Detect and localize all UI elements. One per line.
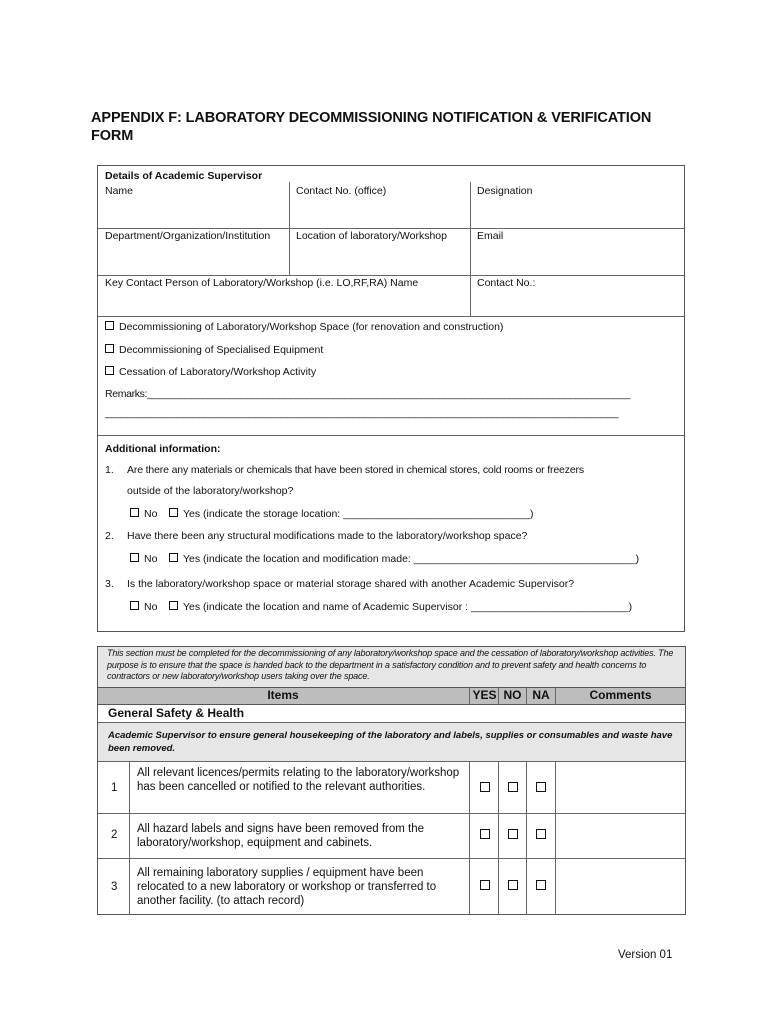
no-header: NO (503, 688, 522, 702)
divider (555, 761, 556, 915)
divider (526, 761, 527, 915)
contact-office-field[interactable]: Contact No. (office) (296, 185, 387, 197)
divider (555, 687, 556, 705)
checkbox-icon[interactable] (130, 508, 139, 517)
checkbox-icon[interactable] (105, 366, 114, 375)
divider (129, 761, 130, 915)
divider (498, 687, 499, 705)
version-label: Version 01 (618, 949, 673, 961)
na-checkbox[interactable] (536, 782, 546, 792)
name-field[interactable]: Name (105, 185, 134, 197)
q1-yes[interactable]: Yes (indicate the storage location: ________________________________) (169, 508, 534, 521)
divider (98, 761, 685, 762)
checkbox-icon[interactable] (130, 601, 139, 610)
na-checkbox[interactable] (536, 880, 546, 890)
divider (98, 813, 685, 814)
divider (498, 761, 499, 915)
option-activity[interactable]: Cessation of Laboratory/Workshop Activity (105, 366, 316, 379)
department-field[interactable]: Department/Organization/Institution (105, 230, 271, 242)
location-field[interactable]: Location of laboratory/Workshop (296, 230, 447, 242)
no-checkbox[interactable] (508, 880, 518, 890)
checkbox-icon[interactable] (169, 601, 178, 610)
q1-text-cont: outside of the laboratory/workshop? (127, 485, 294, 497)
subheading: Academic Supervisor to ensure general housekeeping of the laboratory and labels, supplies or consumables and waste have been removed. (108, 730, 673, 754)
divider (289, 182, 290, 276)
section-heading: General Safety & Health (108, 706, 245, 720)
divider (98, 858, 685, 859)
items-header: Items (267, 688, 299, 702)
q2-yes[interactable]: Yes (indicate the location and modification made: ______________________________________) (169, 553, 639, 566)
row-text: All remaining laboratory supplies / equipment have been relocated to a new laboratory or workshop or transferred to another facility. (to attach record) (137, 867, 437, 907)
q1-number: 1. (105, 464, 114, 476)
row-text: All relevant licences/permits relating to the laboratory/workshop has been cancelled or notified to the relevant authorities. (137, 767, 460, 793)
row-number: 1 (111, 782, 118, 794)
yes-checkbox[interactable] (480, 782, 490, 792)
q2-no[interactable]: No (130, 553, 157, 566)
form-title: APPENDIX F: LABORATORY DECOMMISSIONING NOTIFICATION & VERIFICATION FORM (91, 110, 652, 144)
checkbox-icon[interactable] (130, 553, 139, 562)
q3-number: 3. (105, 578, 114, 590)
no-checkbox[interactable] (508, 829, 518, 839)
divider (98, 228, 685, 229)
q1-no[interactable]: No (130, 508, 157, 521)
checkbox-icon[interactable] (169, 508, 178, 517)
yes-header: YES (472, 688, 497, 702)
divider (469, 687, 470, 705)
q2-number: 2. (105, 530, 114, 542)
no-checkbox[interactable] (508, 782, 518, 792)
divider (526, 687, 527, 705)
yes-checkbox[interactable] (480, 880, 490, 890)
divider (98, 275, 685, 276)
contact-no-field[interactable]: Contact No.: (477, 277, 536, 289)
comments-header: Comments (589, 688, 652, 702)
checkbox-icon[interactable] (105, 321, 114, 330)
divider (469, 761, 470, 915)
section-note: This section must be completed for the decommissioning of any laboratory/workshop space and the cessation of laboratory/workshop activities. The purpose is to ensure that the space is handed back to the department in a satisfactory condition and to prevent safety and health concerns to contractors or new laboratory/workshop users taking over the space. (107, 648, 674, 681)
divider (98, 435, 685, 436)
key-contact-field[interactable]: Key Contact Person of Laboratory/Workshop (i.e. LO,RF,RA) Name (105, 277, 419, 289)
row-text: All hazard labels and signs have been removed from the laboratory/workshop, equipment and cabinets. (137, 823, 425, 849)
q3-text: Is the laboratory/workshop space or material storage shared with another Academic Supervisor? (127, 578, 575, 590)
additional-heading: Additional information: (105, 443, 221, 455)
checkbox-icon[interactable] (105, 344, 114, 353)
q3-no[interactable]: No (130, 601, 157, 614)
q3-yes[interactable]: Yes (indicate the location and name of Academic Supervisor : ___________________________) (169, 601, 632, 614)
designation-field[interactable]: Designation (477, 185, 533, 197)
divider (470, 182, 471, 316)
na-checkbox[interactable] (536, 829, 546, 839)
remarks-line[interactable]: Remarks:________________________________________________________________________________________ (105, 388, 631, 400)
q2-text: Have there been any structural modifications made to the laboratory/workshop space? (127, 530, 528, 542)
row-number: 3 (111, 881, 118, 893)
q1-text: Are there any materials or chemicals that have been stored in chemical stores, cold rooms or freezers (127, 464, 584, 476)
option-space[interactable]: Decommissioning of Laboratory/Workshop Space (for renovation and construction) (105, 321, 503, 334)
row-number: 2 (111, 829, 118, 841)
email-field[interactable]: Email (477, 230, 504, 242)
na-header: NA (532, 688, 550, 702)
supervisor-heading: Details of Academic Supervisor (105, 170, 263, 182)
remarks-line-2[interactable]: _____________________________________________________________________________________________ (105, 407, 619, 419)
divider (98, 316, 685, 317)
option-equipment[interactable]: Decommissioning of Specialised Equipment (105, 344, 323, 357)
checkbox-icon[interactable] (169, 553, 178, 562)
yes-checkbox[interactable] (480, 829, 490, 839)
